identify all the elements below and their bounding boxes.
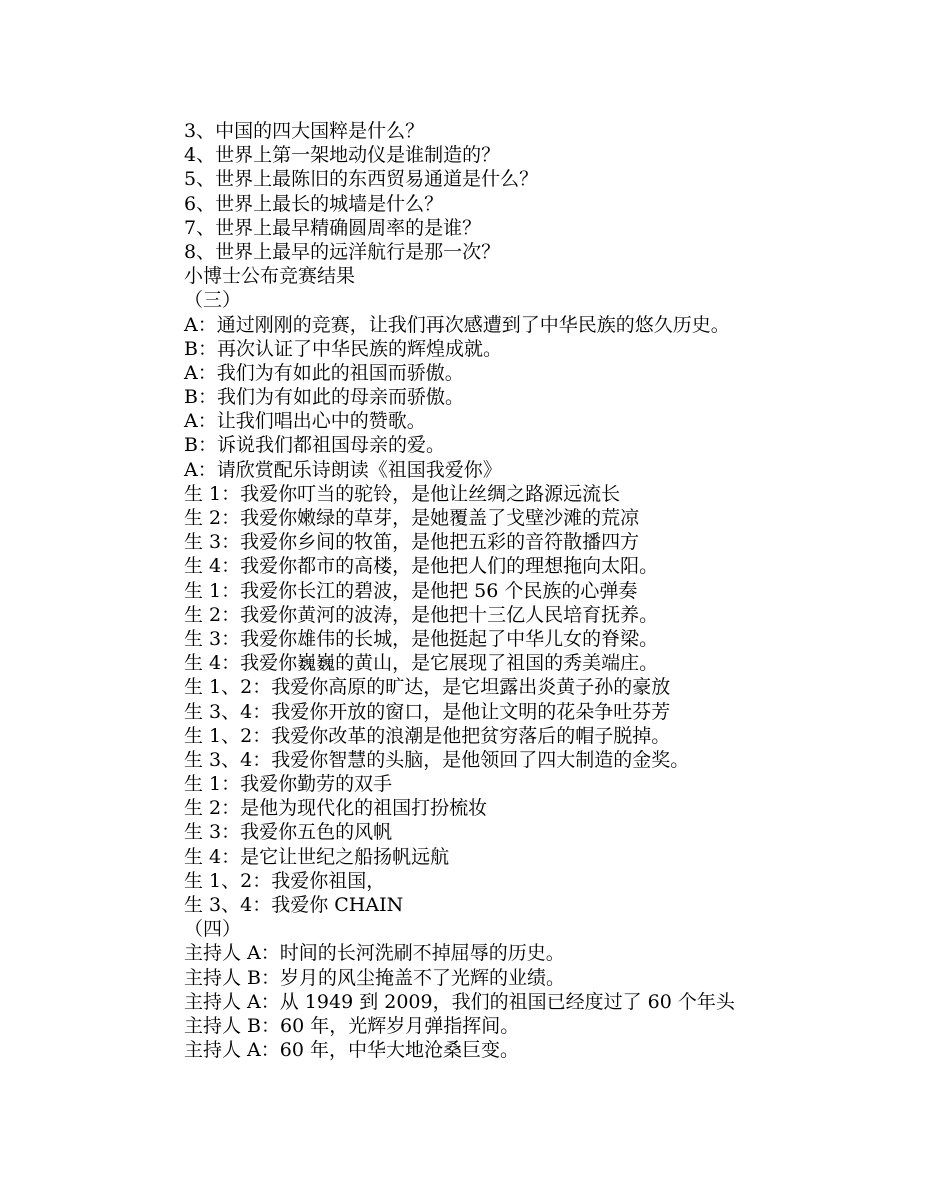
question-5: 5、世界上最陈旧的东西贸易通道是什么？ (184, 168, 539, 191)
poem-line: 生 2：是他为现代化的祖国打扮梳妆 (184, 797, 488, 820)
script-line: B：再次认证了中华民族的辉煌成就。 (184, 337, 502, 360)
poem-line: 生 3：我爱你五色的风帆 (184, 821, 393, 844)
script-line: A：请欣赏配乐诗朗读《祖国我爱你》 (184, 458, 502, 481)
section-heading-4: （四） (184, 918, 242, 941)
question-8: 8、世界上最早的远洋航行是那一次？ (184, 240, 501, 263)
poem-line: 生 3、4：我爱你开放的窗口，是他让文明的花朵争吐芬芳 (184, 700, 671, 723)
poem-line: 生 2：我爱你嫩绿的草芽，是她覆盖了戈壁沙滩的荒凉 (184, 507, 640, 529)
host-line: 主持人 A：从 1949 到 2009，我们的祖国已经度过了 60 个年头 (184, 990, 735, 1013)
poem-line: 生 4：我爱你都市的高楼，是他把人们的理想拖向太阳。 (184, 555, 659, 578)
poem-line: 生 3、4：我爱你 CHAIN (184, 894, 404, 916)
host-line: 主持人 B：60 年，光辉岁月弹指挥间。 (184, 1014, 520, 1037)
script-line: A：通过刚刚的竞赛，让我们再次感遭到了中华民族的悠久历史。 (184, 313, 730, 336)
poem-line: 生 1：我爱你叮当的驼铃，是他让丝绸之路源远流长 (184, 482, 621, 505)
host-line: 主持人 A：时间的长河洗刷不掉屈辱的历史。 (184, 942, 565, 965)
question-4: 4、世界上第一架地动仪是谁制造的？ (184, 144, 501, 167)
section-heading-3: （三） (184, 289, 242, 312)
question-6: 6、世界上最长的城墙是什么？ (184, 192, 444, 215)
host-line: 主持人 A：60 年，中华大地沧桑巨变。 (184, 1039, 519, 1062)
poem-line: 生 3：我爱你雄伟的长城，是他挺起了中华儿女的脊梁。 (184, 627, 659, 650)
question-3: 3、中国的四大国粹是什么？ (184, 120, 425, 142)
result-announcement: 小博士公布竞赛结果 (184, 265, 356, 288)
poem-line: 生 1：我爱你勤劳的双手 (184, 773, 393, 796)
poem-line: 生 1、2：我爱你祖国， (184, 869, 386, 892)
poem-line: 生 1、2：我爱你改革的浪潮是他把贫穷落后的帽子脱掉。 (184, 724, 671, 747)
script-line: B：我们为有如此的母亲而骄傲。 (184, 386, 464, 409)
poem-line: 生 2：我爱你黄河的波涛，是他把十三亿人民培育抚养。 (184, 603, 659, 626)
poem-line: 生 3：我爱你乡间的牧笛，是他把五彩的音符散播四方 (184, 531, 640, 554)
poem-line: 生 1、2：我爱你高原的旷达，是它坦露出炎黄子孙的豪放 (184, 676, 671, 699)
poem-line: 生 3、4：我爱你智慧的头脑，是他领回了四大制造的金奖。 (184, 748, 690, 771)
script-line: A：我们为有如此的祖国而骄傲。 (184, 361, 464, 384)
question-7: 7、世界上最早精确圆周率的是谁？ (184, 216, 482, 239)
script-line: B：诉说我们都祖国母亲的爱。 (184, 434, 445, 457)
script-line: A：让我们唱出心中的赞歌。 (184, 410, 426, 433)
host-line: 主持人 B：岁月的风尘掩盖不了光辉的业绩。 (184, 966, 566, 989)
poem-line: 生 4：是它让世纪之船扬帆远航 (184, 845, 450, 868)
poem-line: 生 4：我爱你巍巍的黄山，是它展现了祖国的秀美端庄。 (184, 652, 659, 675)
document-body (184, 119, 904, 1062)
poem-line: 生 1：我爱你长江的碧波，是他把 56 个民族的心弹奏 (184, 579, 638, 602)
